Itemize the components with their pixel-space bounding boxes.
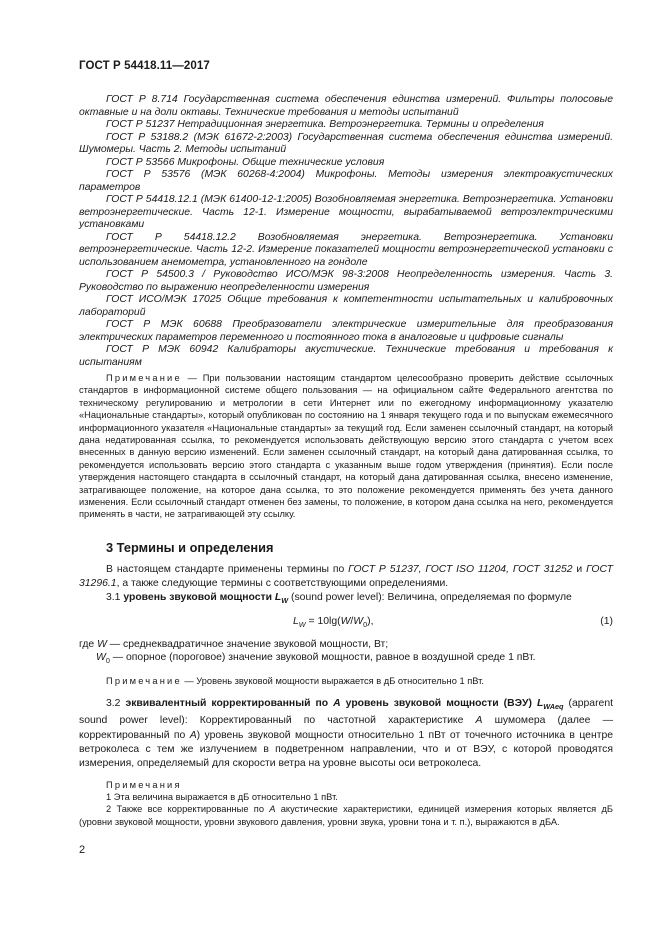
note-label: Примечание [106, 373, 182, 383]
term-number: 3.1 [106, 592, 124, 604]
intro-text: В настоящем стандарте применены термины по [106, 563, 349, 575]
term-definition: (apparent sound power level): Корректированный по частотной характеристике А шумомера (далее — корректированный по А) уровень звуковой мощности относительно 1 пВт от точечного источника в центре ветроколеса с тем же излучением в подветренном направлении, что и от ВЭУ, с которой проводятся измерения, определяемый для скорости ветра на уровне высоты оси ветроколеса. [79, 698, 614, 770]
term-symbol: $L_W$ [274, 592, 289, 606]
intro-reference: ГОСТ 31296.1 [79, 563, 614, 590]
note-text: — Уровень звуковой мощности выражается в дБ относительно 1 пВт. [181, 675, 484, 686]
document-header: ГОСТ Р 54418.11—2017 [79, 60, 210, 72]
reference-item: ГОСТ Р МЭК 60688 Преобразователи электрические измерительные для преобразования электрических параметров переменного и постоянного тока в аналоговые и цифровые сигналы [79, 319, 613, 343]
reference-item: ГОСТ ИСО/МЭК 17025 Общие требования к компетентности испытательных и калибровочных лабораторий [79, 294, 613, 318]
definition-w: где W — среднеквадратичное значение звуковой мощности, Вт; [79, 638, 389, 650]
section-intro [79, 563, 613, 592]
definition-w0: $W_0$ — опорное (пороговое) значение звуковой мощности, равное в воздушной среде 1 пВт. [96, 651, 536, 665]
reference-item: ГОСТ Р 8.714 Государственная система обеспечения единства измерений. Фильтры полосовые октавные и на доли октавы. Технические требования и методы испытаний [79, 94, 613, 118]
reference-item: ГОСТ Р 53188.2 (МЭК 61672-2:2003) Государственная система обеспечения единства измерений. Шумомеры. Часть 2. Методы испытаний [79, 131, 613, 155]
notes-heading: Примечания [106, 779, 182, 790]
section-heading: 3 Термины и определения [106, 539, 274, 555]
intro-text: и [572, 563, 587, 575]
reference-item: ГОСТ Р 54418.12.2 Возобновляемая энергетика. Ветроэнергетика. Установки ветроэнергетические. Часть 12-2. Измерение показателей мощности ветроэнергетической установки с использованием анемометра, установленного на гондоле [79, 231, 613, 268]
reference-item: ГОСТ Р 54418.12.1 (МЭК 61400-12-1:2005) Возобновляемая энергетика. Ветроэнергетика. Установки ветроэнергетические. Часть 12-1. Измерение мощности, вырабатываемой ветроэлектрическими установками [79, 194, 613, 230]
formula-1 [79, 612, 613, 634]
formula-expression: $L_W = 10\lg(W/W_0)$, [293, 615, 374, 629]
note-sound-power [79, 675, 613, 687]
intro-references: ГОСТ Р 51237, ГОСТ ISO 11204, ГОСТ 31252 [348, 563, 573, 575]
term-number: 3.2 [106, 698, 126, 710]
term-symbol: $L_{WAeq}$ [536, 698, 564, 712]
term-name: эквивалентный корректированный по А уровень звуковой мощности (ВЭУ) [125, 698, 537, 710]
term-definition: (sound power level): Величина, определяемая по формуле [288, 592, 572, 604]
references-list [79, 94, 613, 369]
note-item: 2 Также все корректированные по А акустические характеристики, единицей измерения которых является дБ (уровни звуковой мощности, уровни звукового давления, уровни звука, уровни тона и т. п.), выражаются в дБА. [79, 804, 613, 827]
reference-item: ГОСТ Р 53576 (МЭК 60268-4:2004) Микрофоны. Методы измерения электроакустических параметров [79, 169, 613, 193]
reference-item: ГОСТ Р 54500.3 / Руководство ИСО/МЭК 98-3:2008 Неопределенность измерения. Часть 3. Руководство по выражению неопределенности измерения [79, 269, 613, 293]
note-text: При пользовании настоящим стандартом целесообразно проверить действие ссылочных стандартов в информационной системе общего пользования — на официальном сайте Федерального агентства по техническому регулированию и метрологии в сети Интернет или по ежегодному информационному указателю «Национальные стандарты», который опубликован по состоянию на 1 января текущего года и по выпускам ежемесячного информационного указателя «Национальные стандарты» за текущий год. Если заменен ссылочный стандарт, на который дана недатированная ссылка, то рекомендуется использовать действующую версию этого стандарта с учетом всех внесенных в данную версию изменений. Если заменен ссылочный стандарт, на который дана датированная ссылка, то рекомендуется использовать версию этого стандарта с указанным выше годом утверждения (принятия). Если после утверждения настоящего стандарта в ссылочный стандарт, на который дана датированная ссылка, внесено изменение, затрагивающее положение, на которое дана ссылка, то это положение рекомендуется применять без учета данного изменения. Если ссылочный стандарт отменен без замены, то положение, в котором дана ссылка на него, рекомендуется применять в части, не затрагивающей эту ссылку. [79, 373, 613, 520]
page-number: 2 [79, 844, 86, 856]
reference-item: ГОСТ Р 53566 Микрофоны. Общие технические условия [106, 156, 385, 168]
intro-text: , а также следующие термины с соответствующими определениями. [116, 578, 449, 590]
note-references [79, 372, 613, 521]
reference-item: ГОСТ Р 51237 Нетрадиционная энергетика. Ветроэнергетика. Термины и определения [106, 119, 544, 130]
term-name: уровень звуковой мощности [123, 592, 275, 604]
term-sound-power-level [79, 591, 613, 608]
note-label: Примечание [106, 675, 182, 686]
formula-number: (1) [600, 615, 613, 627]
reference-item: ГОСТ Р МЭК 60942 Калибраторы акустические. Технические требования и требования к испытаниям [79, 344, 613, 368]
note-dash: — [181, 373, 203, 383]
page-content [79, 94, 613, 828]
note-item: 1 Эта величина выражается в дБ относительно 1 пВт. [106, 792, 338, 803]
term-apparent-sound-power-level [79, 697, 613, 771]
